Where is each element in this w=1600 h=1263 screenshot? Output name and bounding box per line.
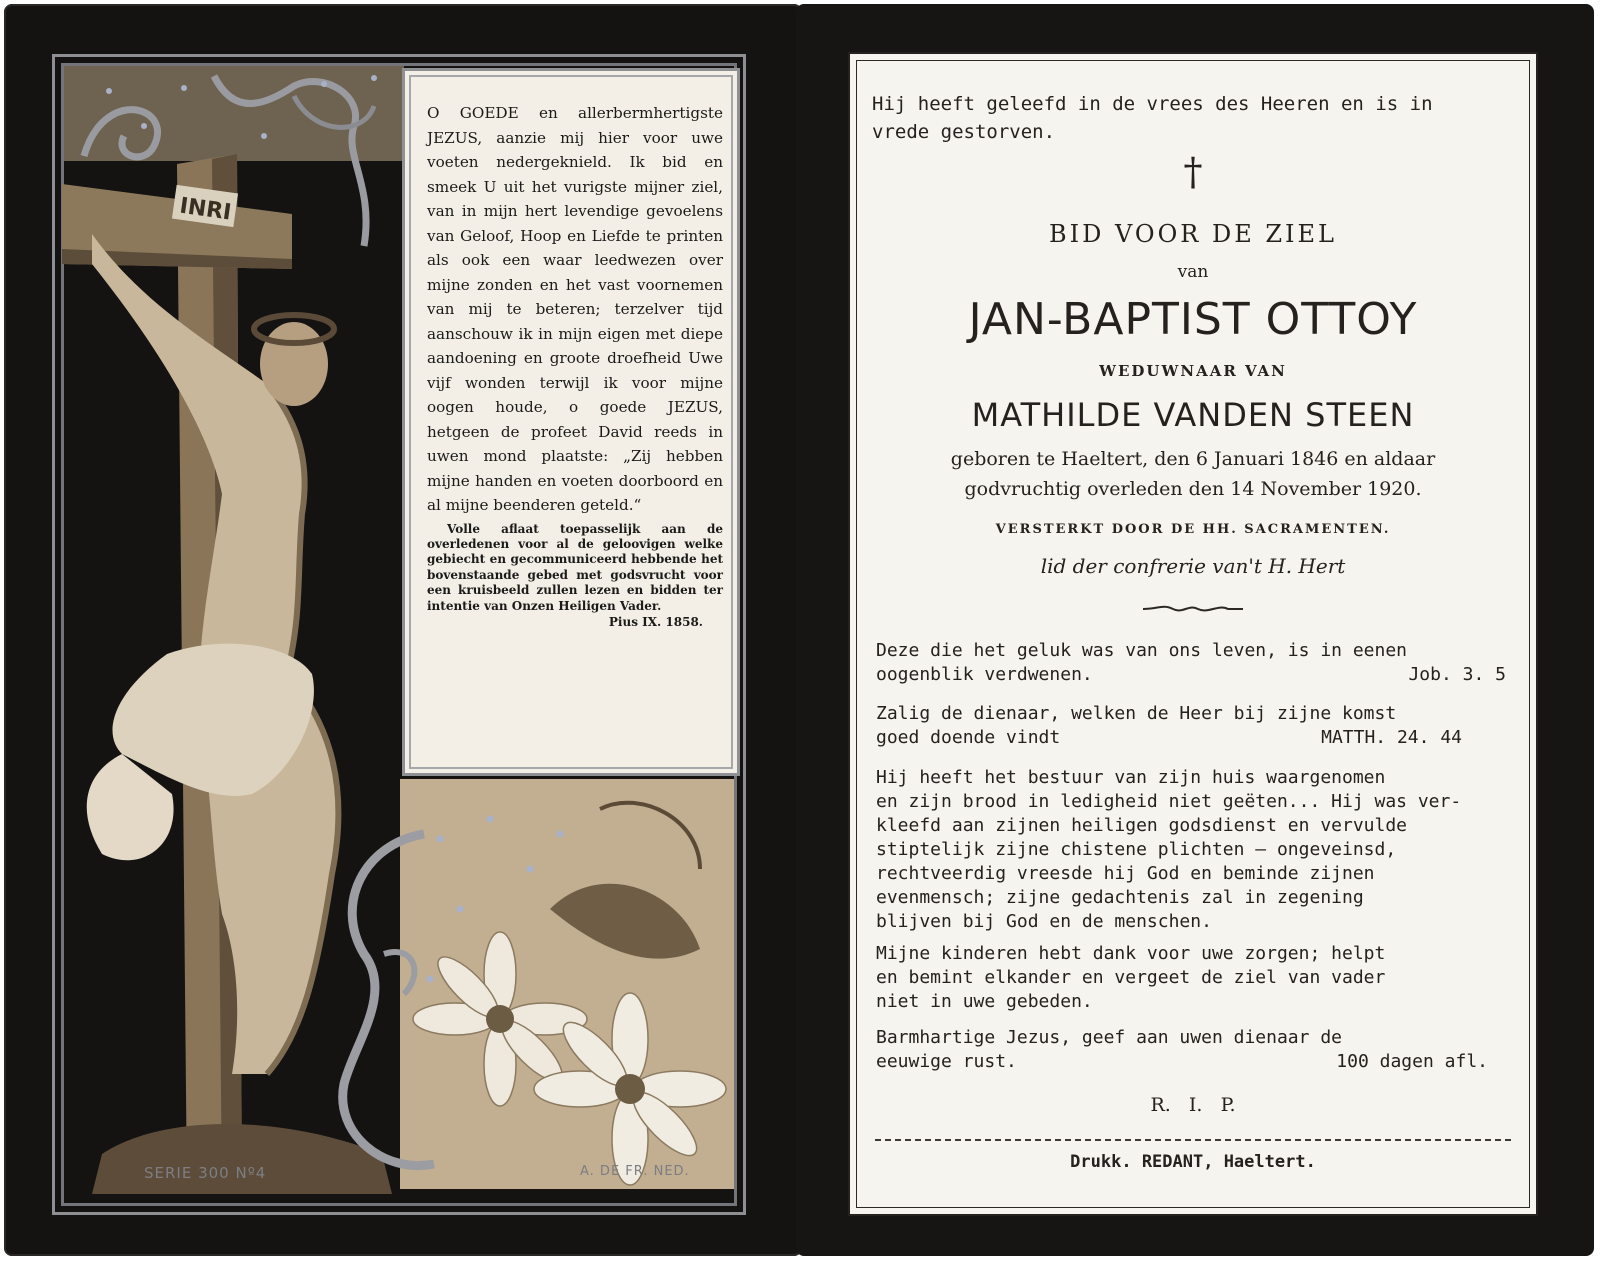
- indulgence-days: 100 dagen afl.: [1336, 1051, 1488, 1072]
- passion-flower-illustration: [400, 779, 734, 1189]
- printer-line: Drukk. REDANT, Haeltert.: [1070, 1152, 1316, 1172]
- pope-signature: Pius IX. 1858.: [608, 614, 703, 629]
- confraternity-line: lid der confrerie van't H. Hert: [1040, 554, 1346, 578]
- ornamental-divider: [1143, 602, 1243, 616]
- verse-job: Deze die het geluk was van ons leven, is in eenen oogenblik verdwenen. Job. 3. 5: [876, 640, 1506, 685]
- cross-icon: †: [1183, 150, 1203, 194]
- verse-job-ref: Job. 3. 5: [1408, 664, 1506, 685]
- closing-prayer: Barmhartige Jezus, geef aan uwen dienaar de eeuwige rust. 100 dagen afl.: [876, 1027, 1488, 1072]
- spouse-name: MATHILDE VANDEN STEEN: [971, 396, 1415, 434]
- scroll-ornament-bottom: [324, 824, 444, 1184]
- van-label: van: [1177, 262, 1209, 282]
- publisher-mark: A. DE FR. NED.: [580, 1164, 690, 1179]
- memorial-text-panel: [848, 52, 1538, 1216]
- birth-line: geboren te Haeltert, den 6 Januari 1846 en aldaar: [950, 448, 1436, 470]
- indulgence-note: Volle aflaat toepasselijk aan de overledenen voor al de geloovigen welke gebiecht en gecommuniceerd hebbende het bovenstaande gebed met godsvrucht voor een kruisbeeld zullen lezen en bidden ter intentie van Onzen Heiligen Vader.: [427, 521, 723, 613]
- verse-matthew: Zalig de dienaar, welken de Heer bij zijne komst goed doende vindt MATTH. 24. 44: [876, 703, 1462, 748]
- widower-of-label: WEDUWNAAR VAN: [1099, 362, 1287, 380]
- inri-label: INRI: [178, 193, 233, 226]
- children-paragraph: Mijne kinderen hebt dank voor uwe zorgen; helpt en bemint elkander en vergeet de ziel van vader niet in uwe gebeden.: [876, 943, 1386, 1012]
- prayer-card-front: [4, 4, 802, 1256]
- prayer-card-back: [796, 4, 1594, 1256]
- series-number: SERIE 300 Nº4: [144, 1164, 267, 1182]
- deceased-name: JAN-BAPTIST OTTOY: [968, 294, 1418, 345]
- verse-matthew-ref: MATTH. 24. 44: [1321, 727, 1462, 748]
- rip-line: R. I. P.: [1150, 1094, 1236, 1116]
- prayer-text: O GOEDE en allerbermhertigste JEZUS, aanzie mij hier voor uwe voeten nedergeknield. Ik bid en smeek U uit het vurigste mijner ziel, van in mijn hert levendige gevoelens van Geloof, Hoop en Liefde te printen als ook een waar leedwezen over mijne zonden en het vast voornemen van mij te beteren; terzelver tijd aanschouw ik in mijn eigen met diepe aandoening en groote droefheid Uwe vijf wonden terwijl ik voor mijne oogen houde, o goede JEZUS, hetgeen de profeet David reeds in uwen mond plaatste: „Zij hebben mijne handen en voeten doorboord en al mijne beenderen geteld.“: [427, 104, 723, 514]
- sacraments-line: VERSTERKT DOOR DE HH. SACRAMENTEN.: [995, 522, 1391, 537]
- prayer-panel: [402, 68, 740, 776]
- intro-text: Hij heeft geleefd in de vrees des Heeren en is in vrede gestorven.: [872, 93, 1433, 143]
- character-paragraph: Hij heeft het bestuur van zijn huis waargenomen en zijn brood in ledigheid niet geëten... Hij was ver- kleefd aan zijnen heiligen godsdienst en vervulde stiptelijk zijne chistene plichten — ongeveinsd, rechtveerdig vreesde hij God en beminde zijnen evenmensch; zijne gedachtenis zal in zegening blijven bij God en de menschen.: [876, 767, 1462, 932]
- death-line: godvruchtig overleden den 14 November 1920.: [964, 478, 1422, 500]
- dashed-divider: [875, 1139, 1511, 1141]
- pray-for-heading: BID VOOR DE ZIEL: [1049, 220, 1337, 248]
